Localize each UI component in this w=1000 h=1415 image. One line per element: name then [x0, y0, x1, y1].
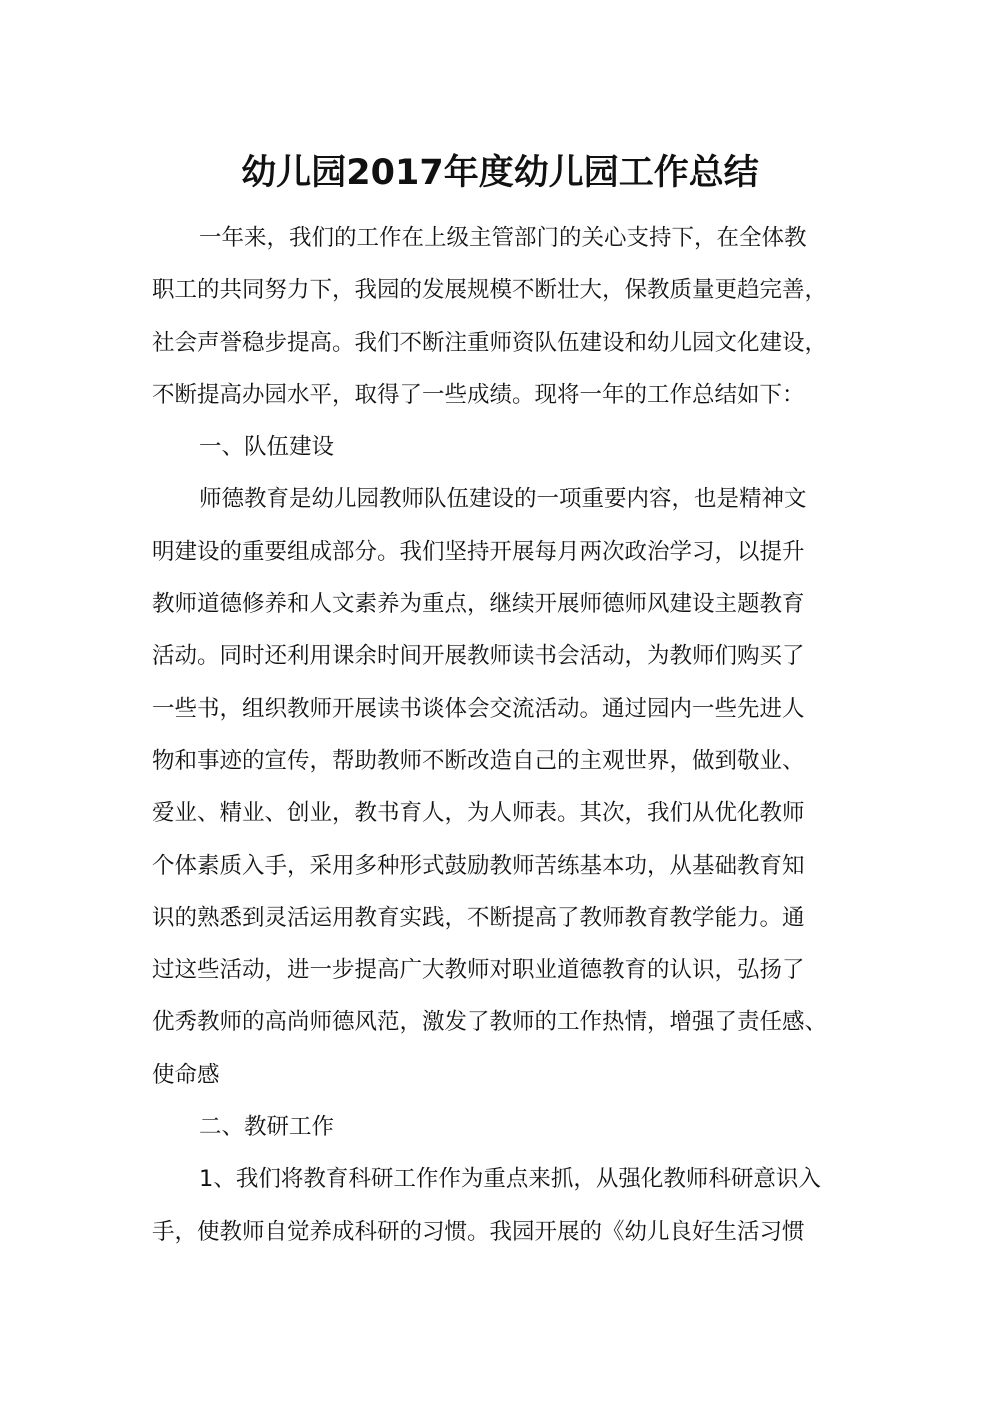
text-line: 师德教育是幼儿园教师队伍建设的一项重要内容，也是精神文	[199, 486, 807, 513]
text-line: 一年来，我们的工作在上级主管部门的关心支持下，在全体教	[199, 225, 807, 251]
text-line: 一、队伍建设	[199, 434, 335, 461]
text-line: 优秀教师的高尚师德风范，激发了教师的工作热情，增强了责任感、	[152, 1009, 828, 1036]
text-line: 职工的共同努力下，我园的发展规模不断壮大，保教质量更趋完善，	[152, 277, 828, 304]
text-line: 1、我们将教育科研工作作为重点来抓，从强化教师科研意识入	[199, 1166, 821, 1193]
text-line: 明建设的重要组成部分。我们坚持开展每月两次政治学习，以提升	[152, 538, 805, 565]
text-line: 教师道德修养和人文素养为重点，继续开展师德师风建设主题教育	[152, 591, 805, 618]
text-line: 使命感	[152, 1061, 220, 1088]
text-line: 手，使教师自觉养成科研的习惯。我园开展的《幼儿良好生活习惯	[152, 1218, 805, 1245]
text-line: 个体素质入手，采用多种形式鼓励教师苦练基本功，从基础教育知	[152, 852, 805, 879]
text-line: 一些书，组织教师开展读书谈体会交流活动。通过园内一些先进人	[152, 695, 805, 722]
text-line: 活动。同时还利用课余时间开展教师读书会活动，为教师们购买了	[152, 643, 805, 670]
text-line: 物和事迹的宣传，帮助教师不断改造自己的主观世界，做到敬业、	[152, 747, 805, 774]
text-line: 二、教研工作	[199, 1114, 335, 1141]
text-line: 不断提高办园水平，取得了一些成绩。现将一年的工作总结如下：	[152, 381, 805, 408]
text-line: 过这些活动，进一步提高广大教师对职业道德教育的认识，弘扬了	[152, 957, 805, 984]
text-line: 识的熟悉到灵活运用教育实践，不断提高了教师教育教学能力。通	[152, 904, 805, 931]
document-body	[152, 212, 852, 1258]
text-line: 爱业、精业、创业，教书育人，为人师表。其次，我们从优化教师	[152, 800, 805, 827]
text-line: 社会声誉稳步提高。我们不断注重师资队伍建设和幼儿园文化建设，	[152, 329, 828, 356]
document-title: 幼儿园2017年度幼儿园工作总结	[241, 153, 759, 193]
